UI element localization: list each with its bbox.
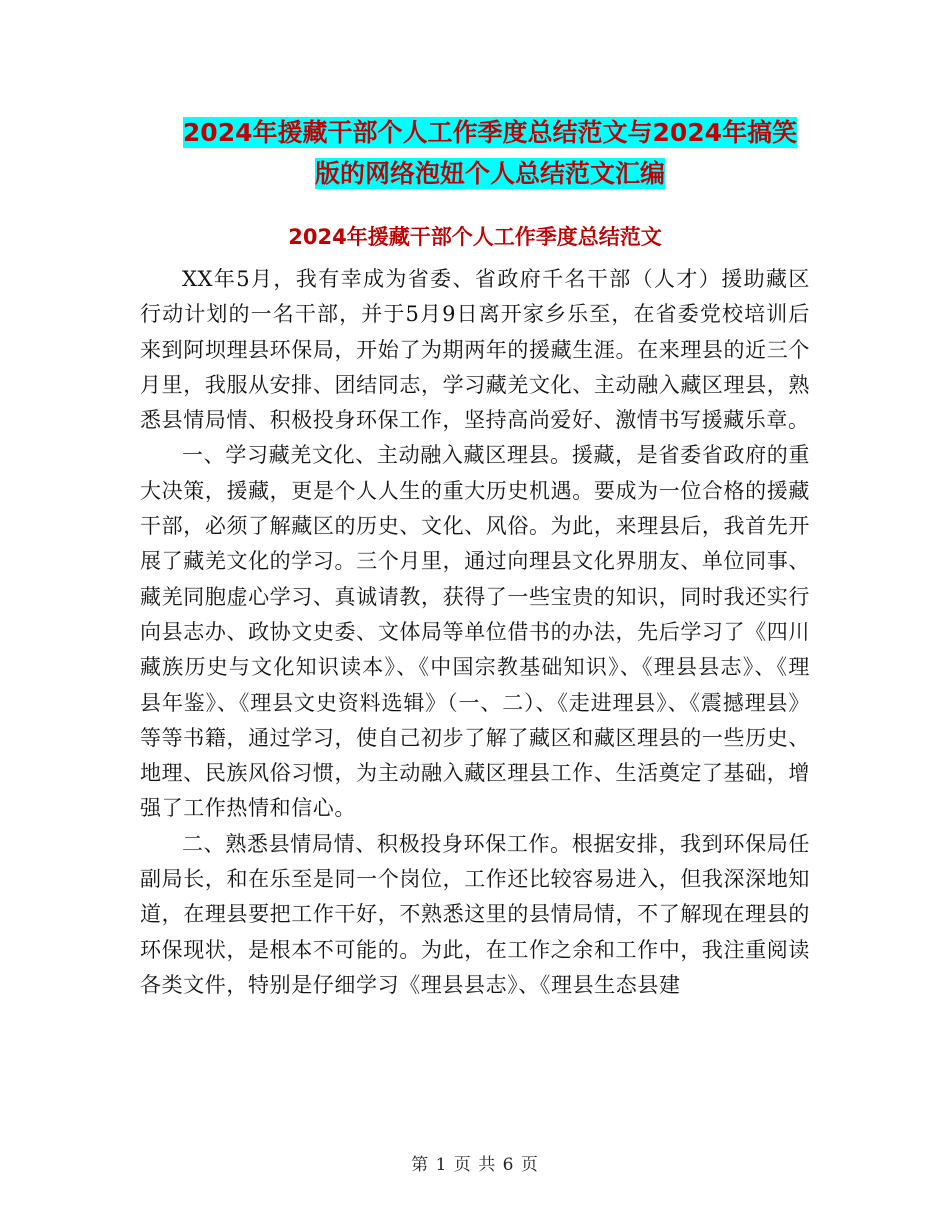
section-title: 2024年援藏干部个人工作季度总结范文 (288, 225, 662, 249)
page-footer: 第 1 页 共 6 页 (411, 1155, 539, 1175)
body-text (140, 262, 810, 1003)
paragraph-section-2: 二、熟悉县情局情、积极投身环保工作。根据安排，我到环保局任副局长，和在乐至是同一个岗位，工作还比较容易进入，但我深深地知道，在理县要把工作干好，不熟悉这里的县情局情，不了解现在理县的环保现状，是根本不可能的。为此，在工作之余和工作中，我注重阅读各类文件，特别是仔细学习《理县县志》、《理县生态县建 (140, 831, 810, 997)
paragraph-intro: XX年5月，我有幸成为省委、省政府千名干部（人才）援助藏区行动计划的一名干部，并于5月9日离开家乡乐至，在省委党校培训后来到阿坝理县环保局，开始了为期两年的援藏生涯。在来理县的近三个月里，我服从安排、团结同志，学习藏羌文化、主动融入藏区理县，熟悉县情局情、积极投身环保工作，坚持高尚爱好、激情书写援藏乐章。 (140, 267, 810, 433)
title-line-1: 2024年援藏干部个人工作季度总结范文与2024年搞笑 (182, 118, 798, 147)
document-title (140, 112, 840, 194)
title-line-2: 版的网络泡妞个人总结范文汇编 (314, 159, 665, 188)
paragraph-section-1: 一、学习藏羌文化、主动融入藏区理县。援藏，是省委省政府的重大决策，援藏，更是个人人生的重大历史机遇。要成为一位合格的援藏干部，必须了解藏区的历史、文化、风俗。为此，来理县后，我首先开展了藏羌文化的学习。三个月里，通过向理县文化界朋友、单位同事、藏羌同胞虚心学习、真诚请教，获得了一些宝贵的知识，同时我还实行向县志办、政协文史委、文体局等单位借书的办法，先后学习了《四川藏族历史与文化知识读本》、《中国宗教基础知识》、《理县县志》、《理县年鉴》、《理县文史资料选辑》（一、二）、《走进理县》、《震撼理县》等等书籍，通过学习，使自己初步了解了藏区和藏区理县的一些历史、地理、民族风俗习惯，为主动融入藏区理县工作、生活奠定了基础，增强了工作热情和信心。 (140, 443, 810, 821)
